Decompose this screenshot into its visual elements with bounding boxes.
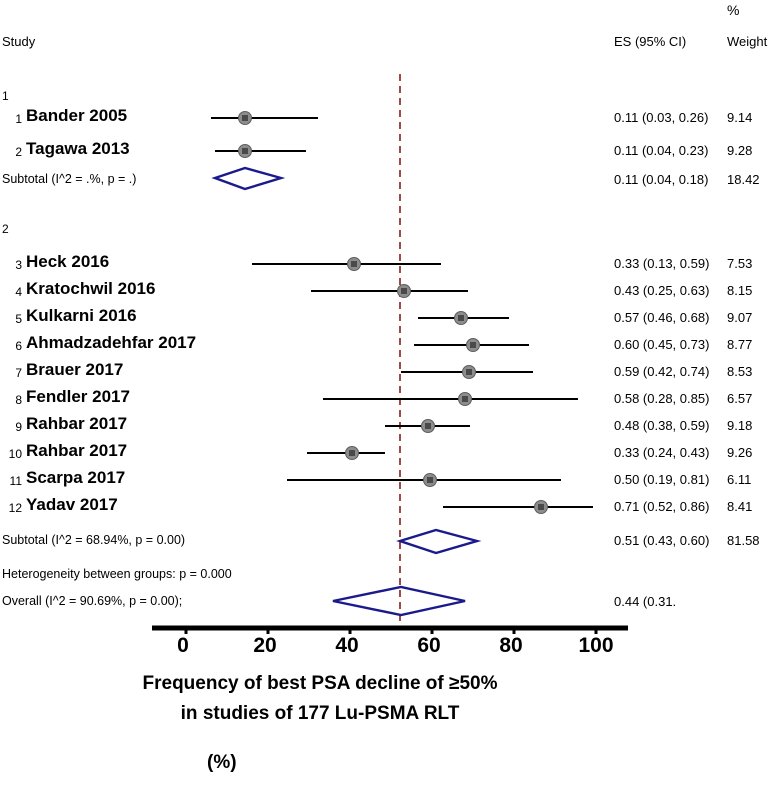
study-name: Yadav 2017 <box>26 495 118 514</box>
row-number: 3 <box>15 258 22 272</box>
study-name: Kratochwil 2016 <box>26 279 156 298</box>
row-number: 4 <box>15 285 22 299</box>
axis-tick-100: 100 <box>578 634 614 657</box>
study-weight: 7.53 <box>727 256 753 271</box>
study-name: Rahbar 2017 <box>26 414 128 433</box>
group-label-2: 2 <box>2 222 9 236</box>
study-es: 0.50 (0.19, 0.81) <box>614 472 710 487</box>
group-label-1: 1 <box>2 89 9 103</box>
row-number: 11 <box>9 474 22 488</box>
subtotal-label-2: Subtotal (I^2 = 68.94%, p = 0.00) <box>2 533 186 547</box>
study-weight: 9.26 <box>727 445 753 460</box>
study-es: 0.60 (0.45, 0.73) <box>614 337 710 352</box>
axis-unit-label: (%) <box>207 752 237 773</box>
subtotal-diamond <box>400 530 477 553</box>
percent-header: % <box>727 2 740 18</box>
overall-es: 0.44 (0.31. <box>614 594 677 609</box>
axis-title-line-1: Frequency of best PSA decline of ≥50% <box>142 673 498 694</box>
study-name: Fendler 2017 <box>26 387 130 406</box>
study-es: 0.48 (0.38, 0.59) <box>614 418 710 433</box>
study-name: Scarpa 2017 <box>26 468 126 487</box>
axis-tick-0: 0 <box>177 634 189 657</box>
heterogeneity-note: Heterogeneity between groups: p = 0.000 <box>2 567 232 581</box>
row-number: 1 <box>15 112 22 126</box>
study-es: 0.33 (0.13, 0.59) <box>614 256 710 271</box>
weight-column-header: Weight <box>727 34 768 49</box>
row-number: 2 <box>15 145 22 159</box>
overall-diamond <box>333 587 465 615</box>
study-name: Tagawa 2013 <box>26 139 130 158</box>
row-number: 8 <box>15 393 22 407</box>
study-es: 0.33 (0.24, 0.43) <box>614 445 710 460</box>
study-es: 0.11 (0.03, 0.26) <box>614 110 709 125</box>
study-name: Kulkarni 2016 <box>26 306 137 325</box>
row-number: 10 <box>8 447 22 461</box>
study-weight: 8.15 <box>727 283 753 298</box>
subtotal-label-1: Subtotal (I^2 = .%, p = .) <box>2 172 137 186</box>
row-number: 7 <box>15 366 22 380</box>
study-name: Brauer 2017 <box>26 360 124 379</box>
study-weight: 9.28 <box>727 143 753 158</box>
study-name: Rahbar 2017 <box>26 441 128 460</box>
study-es: 0.59 (0.42, 0.74) <box>614 364 710 379</box>
study-es: 0.58 (0.28, 0.85) <box>614 391 710 406</box>
study-es: 0.43 (0.25, 0.63) <box>614 283 710 298</box>
study-column-header: Study <box>2 34 36 49</box>
row-number: 12 <box>8 501 22 515</box>
overall-label: Overall (I^2 = 90.69%, p = 0.00); <box>2 594 183 608</box>
study-weight: 6.57 <box>727 391 753 406</box>
study-name: Ahmadzadehfar 2017 <box>26 333 197 352</box>
row-number: 5 <box>15 312 22 326</box>
study-weight: 9.18 <box>727 418 753 433</box>
study-weight: 9.07 <box>727 310 753 325</box>
study-weight: 8.77 <box>727 337 753 352</box>
subtotal-weight-2: 81.58 <box>727 533 760 548</box>
study-weight: 9.14 <box>727 110 753 125</box>
study-weight: 8.53 <box>727 364 753 379</box>
subtotal-es-2: 0.51 (0.43, 0.60) <box>614 533 710 548</box>
study-weight: 6.11 <box>727 472 752 487</box>
study-es: 0.11 (0.04, 0.23) <box>614 143 709 158</box>
row-number: 6 <box>15 339 22 353</box>
subtotal-weight-1: 18.42 <box>727 172 760 187</box>
row-number: 9 <box>15 420 22 434</box>
axis-tick-60: 60 <box>417 634 441 657</box>
study-name: Bander 2005 <box>26 106 128 125</box>
study-name: Heck 2016 <box>26 252 110 271</box>
subtotal-es-1: 0.11 (0.04, 0.18) <box>614 172 709 187</box>
axis-title-line-2: in studies of 177 Lu-PSMA RLT <box>180 703 460 724</box>
subtotal-diamond <box>215 168 281 189</box>
study-es: 0.57 (0.46, 0.68) <box>614 310 710 325</box>
axis-tick-80: 80 <box>499 634 523 657</box>
study-es: 0.71 (0.52, 0.86) <box>614 499 710 514</box>
axis-tick-40: 40 <box>335 634 359 657</box>
axis-tick-20: 20 <box>253 634 277 657</box>
es-column-header: ES (95% CI) <box>614 34 687 49</box>
study-weight: 8.41 <box>727 499 753 514</box>
